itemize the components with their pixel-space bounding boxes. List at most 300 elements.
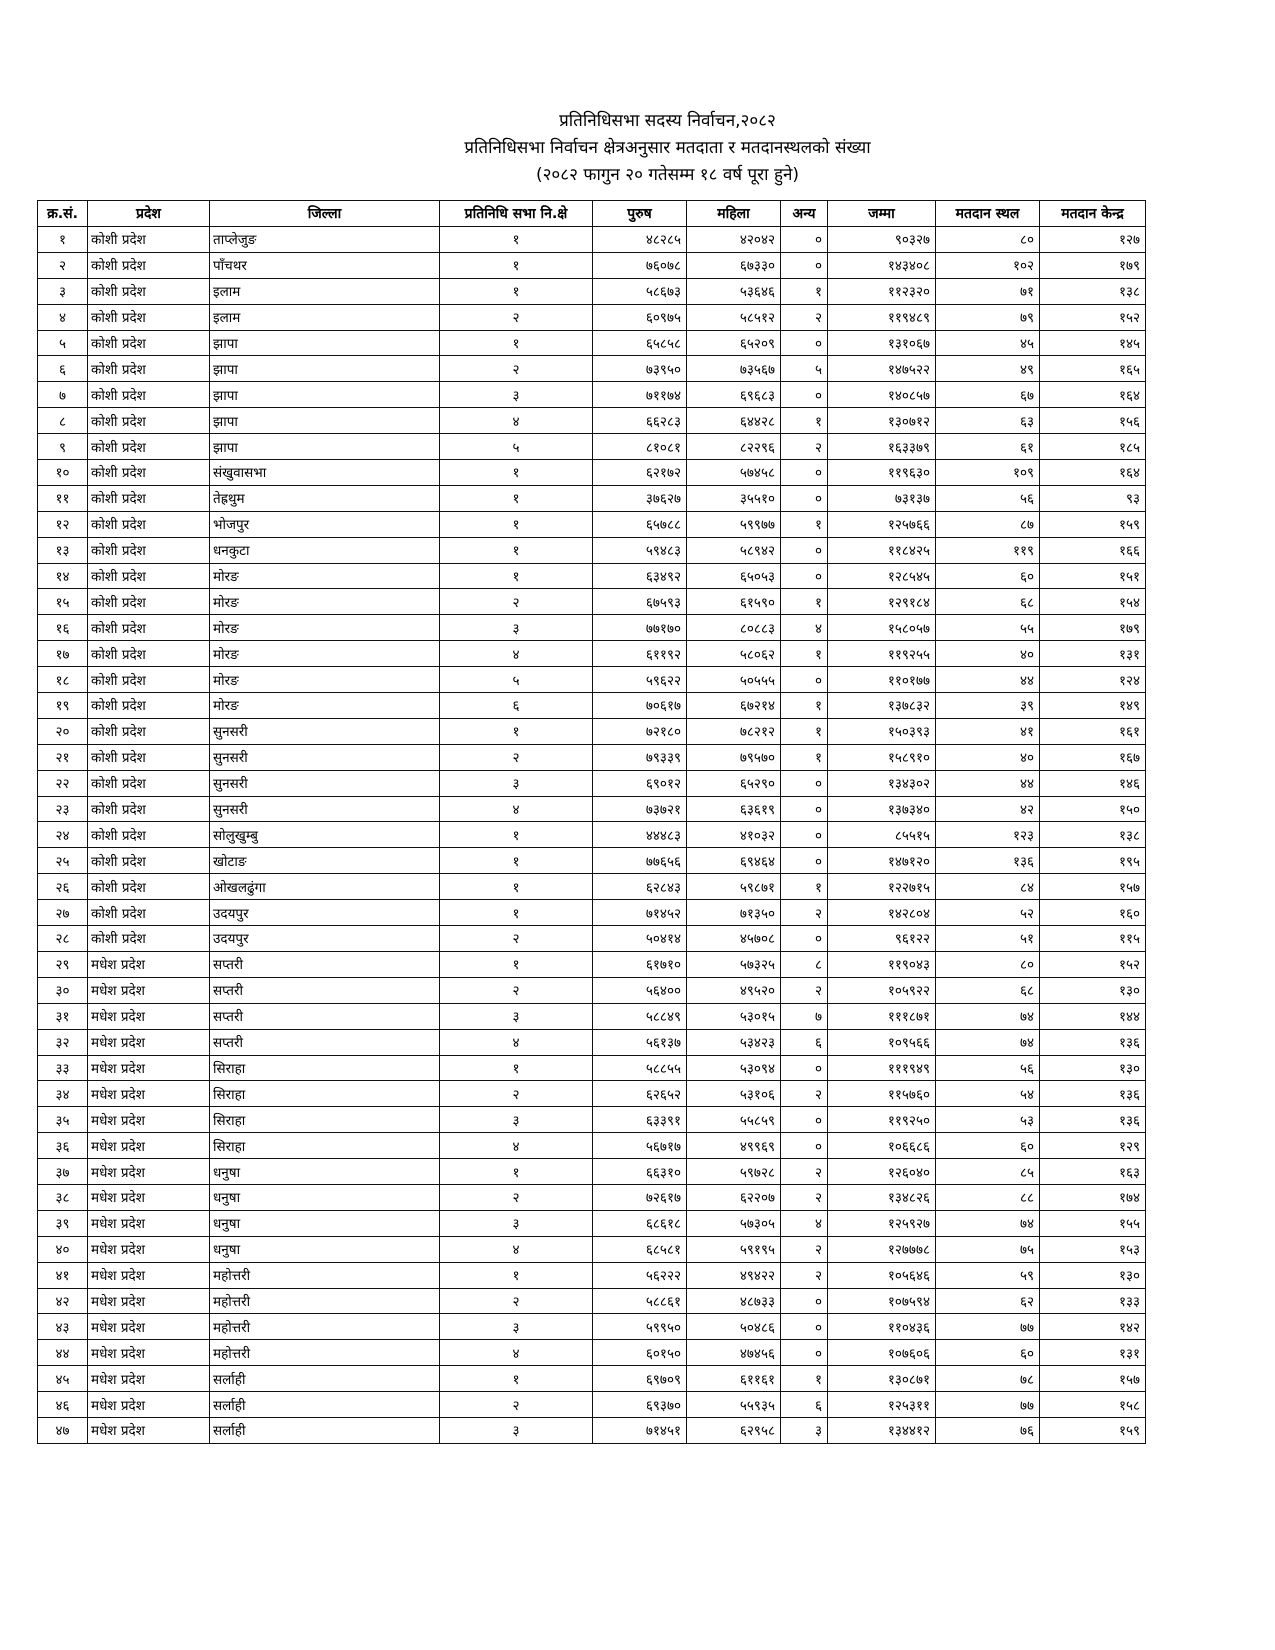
cell-female: ७१३५० bbox=[687, 900, 781, 926]
cell-district: खोटाङ bbox=[210, 848, 440, 874]
cell-total: १२९१८४ bbox=[828, 589, 936, 615]
cell-province: कोशी प्रदेश bbox=[88, 667, 210, 693]
cell-district: मोरङ bbox=[210, 641, 440, 667]
cell-serial: १० bbox=[38, 460, 88, 486]
cell-polling-center: १५९ bbox=[1040, 511, 1146, 537]
cell-other: ० bbox=[781, 382, 828, 408]
cell-other: ६ bbox=[781, 1029, 828, 1055]
cell-male: ५८८५५ bbox=[593, 1055, 687, 1081]
cell-other: ० bbox=[781, 926, 828, 952]
cell-male: ७६०७८ bbox=[593, 252, 687, 278]
table-row bbox=[38, 252, 1146, 278]
cell-other: ० bbox=[781, 1288, 828, 1314]
cell-male: ५६४०० bbox=[593, 977, 687, 1003]
cell-male: ५८८४९ bbox=[593, 1003, 687, 1029]
document-title: प्रतिनिधिसभा सदस्य निर्वाचन,२०८२ bbox=[559, 111, 776, 131]
cell-serial: ३९ bbox=[38, 1210, 88, 1236]
cell-serial: ४० bbox=[38, 1236, 88, 1262]
cell-total: १२७७७८ bbox=[828, 1236, 936, 1262]
cell-constituency: १ bbox=[440, 252, 593, 278]
cell-constituency: ४ bbox=[440, 796, 593, 822]
cell-district: सिराहा bbox=[210, 1133, 440, 1159]
cell-constituency: २ bbox=[440, 744, 593, 770]
cell-male: ६९७०९ bbox=[593, 1366, 687, 1392]
table-body bbox=[38, 227, 1146, 1444]
cell-total: १२५३११ bbox=[828, 1392, 936, 1418]
cell-male: ७११७४ bbox=[593, 382, 687, 408]
cell-male: ६०९७५ bbox=[593, 304, 687, 330]
cell-male: ६३३९१ bbox=[593, 1107, 687, 1133]
cell-female: ५८९४२ bbox=[687, 537, 781, 563]
cell-total: १३४४१२ bbox=[828, 1417, 936, 1443]
cell-polling-center: ११५ bbox=[1040, 926, 1146, 952]
cell-other: ० bbox=[781, 822, 828, 848]
cell-serial: २९ bbox=[38, 951, 88, 977]
cell-constituency: ३ bbox=[440, 1314, 593, 1340]
cell-total: ११५७६० bbox=[828, 1081, 936, 1107]
cell-district: ताप्लेजुङ bbox=[210, 227, 440, 253]
cell-serial: ३६ bbox=[38, 1133, 88, 1159]
table-row bbox=[38, 1210, 1146, 1236]
cell-other: २ bbox=[781, 1236, 828, 1262]
cell-male: ७१४५२ bbox=[593, 900, 687, 926]
cell-total: १४७५२२ bbox=[828, 356, 936, 382]
cell-district: सिराहा bbox=[210, 1107, 440, 1133]
cell-polling-center: १७९ bbox=[1040, 615, 1146, 641]
cell-constituency: ४ bbox=[440, 1133, 593, 1159]
cell-other: १ bbox=[781, 589, 828, 615]
cell-serial: ४ bbox=[38, 304, 88, 330]
cell-province: मधेश प्रदेश bbox=[88, 1236, 210, 1262]
cell-district: तेह्रथुम bbox=[210, 485, 440, 511]
table-row bbox=[38, 848, 1146, 874]
cell-total: ११९२५५ bbox=[828, 641, 936, 667]
cell-male: ६३४९२ bbox=[593, 563, 687, 589]
cell-polling-location: ६० bbox=[936, 1340, 1040, 1366]
cell-district: झापा bbox=[210, 330, 440, 356]
cell-female: ६५२०९ bbox=[687, 330, 781, 356]
header-district: जिल्ला bbox=[210, 201, 440, 227]
cell-polling-center: १६४ bbox=[1040, 460, 1146, 486]
cell-total: १११८७१ bbox=[828, 1003, 936, 1029]
cell-polling-location: ५६ bbox=[936, 485, 1040, 511]
cell-female: ७३५६७ bbox=[687, 356, 781, 382]
cell-other: ० bbox=[781, 330, 828, 356]
cell-constituency: १ bbox=[440, 1055, 593, 1081]
table-row bbox=[38, 1288, 1146, 1314]
cell-polling-center: १४४ bbox=[1040, 1003, 1146, 1029]
cell-constituency: २ bbox=[440, 1288, 593, 1314]
cell-male: ६५८५८ bbox=[593, 330, 687, 356]
cell-constituency: २ bbox=[440, 589, 593, 615]
cell-district: ओखलढुंगा bbox=[210, 874, 440, 900]
cell-district: महोत्तरी bbox=[210, 1262, 440, 1288]
cell-province: मधेश प्रदेश bbox=[88, 1392, 210, 1418]
cell-serial: १६ bbox=[38, 615, 88, 641]
cell-constituency: ४ bbox=[440, 1340, 593, 1366]
cell-province: मधेश प्रदेश bbox=[88, 977, 210, 1003]
cell-district: सुनसरी bbox=[210, 796, 440, 822]
cell-polling-center: १६१ bbox=[1040, 718, 1146, 744]
cell-polling-location: ६७ bbox=[936, 382, 1040, 408]
cell-polling-location: ५२ bbox=[936, 900, 1040, 926]
cell-serial: ४३ bbox=[38, 1314, 88, 1340]
cell-province: मधेश प्रदेश bbox=[88, 1029, 210, 1055]
cell-serial: ३७ bbox=[38, 1159, 88, 1185]
cell-other: ६ bbox=[781, 1392, 828, 1418]
cell-province: कोशी प्रदेश bbox=[88, 874, 210, 900]
cell-total: १०५९२२ bbox=[828, 977, 936, 1003]
cell-total: ११०१७७ bbox=[828, 667, 936, 693]
cell-constituency: १ bbox=[440, 511, 593, 537]
cell-district: मोरङ bbox=[210, 667, 440, 693]
cell-polling-location: १०२ bbox=[936, 252, 1040, 278]
cell-female: ५५९३५ bbox=[687, 1392, 781, 1418]
cell-polling-location: ८७ bbox=[936, 511, 1040, 537]
cell-province: मधेश प्रदेश bbox=[88, 1262, 210, 1288]
cell-province: मधेश प्रदेश bbox=[88, 1003, 210, 1029]
cell-constituency: ४ bbox=[440, 408, 593, 434]
cell-polling-center: १३६ bbox=[1040, 1029, 1146, 1055]
cell-polling-location: १०९ bbox=[936, 460, 1040, 486]
cell-serial: १३ bbox=[38, 537, 88, 563]
cell-male: ५६१३७ bbox=[593, 1029, 687, 1055]
cell-total: १३०७१२ bbox=[828, 408, 936, 434]
table-row bbox=[38, 278, 1146, 304]
cell-total: ९६१२२ bbox=[828, 926, 936, 952]
table-row bbox=[38, 408, 1146, 434]
cell-other: २ bbox=[781, 977, 828, 1003]
table-row bbox=[38, 1366, 1146, 1392]
cell-district: सप्तरी bbox=[210, 951, 440, 977]
cell-other: १ bbox=[781, 744, 828, 770]
cell-female: ५९९७७ bbox=[687, 511, 781, 537]
cell-province: मधेश प्रदेश bbox=[88, 1184, 210, 1210]
cell-female: ६९६८३ bbox=[687, 382, 781, 408]
cell-polling-center: १६० bbox=[1040, 900, 1146, 926]
cell-male: ६५७८८ bbox=[593, 511, 687, 537]
cell-constituency: २ bbox=[440, 1081, 593, 1107]
cell-serial: ११ bbox=[38, 485, 88, 511]
cell-male: ६९३७० bbox=[593, 1392, 687, 1418]
cell-polling-center: १५४ bbox=[1040, 589, 1146, 615]
cell-constituency: ३ bbox=[440, 1417, 593, 1443]
cell-polling-location: ६१ bbox=[936, 434, 1040, 460]
cell-province: कोशी प्रदेश bbox=[88, 252, 210, 278]
cell-polling-center: १६५ bbox=[1040, 356, 1146, 382]
table-row bbox=[38, 537, 1146, 563]
cell-male: ७३९५० bbox=[593, 356, 687, 382]
cell-other: ० bbox=[781, 1055, 828, 1081]
cell-total: १३०८७१ bbox=[828, 1366, 936, 1392]
cell-polling-location: ८४ bbox=[936, 874, 1040, 900]
cell-district: संखुवासभा bbox=[210, 460, 440, 486]
cell-other: ० bbox=[781, 227, 828, 253]
cell-polling-location: ७८ bbox=[936, 1366, 1040, 1392]
cell-other: १ bbox=[781, 874, 828, 900]
cell-district: मोरङ bbox=[210, 589, 440, 615]
cell-total: १३१०६७ bbox=[828, 330, 936, 356]
cell-district: सर्लाही bbox=[210, 1366, 440, 1392]
cell-polling-center: १८५ bbox=[1040, 434, 1146, 460]
cell-male: ६२१७२ bbox=[593, 460, 687, 486]
cell-other: २ bbox=[781, 1081, 828, 1107]
cell-district: सिराहा bbox=[210, 1055, 440, 1081]
cell-polling-center: १५७ bbox=[1040, 874, 1146, 900]
table-row bbox=[38, 1055, 1146, 1081]
table-row bbox=[38, 1314, 1146, 1340]
table-header-row bbox=[38, 201, 1146, 227]
cell-constituency: १ bbox=[440, 537, 593, 563]
cell-constituency: ६ bbox=[440, 693, 593, 719]
cell-polling-center: १४२ bbox=[1040, 1314, 1146, 1340]
cell-female: ७९५७० bbox=[687, 744, 781, 770]
cell-polling-location: ६८ bbox=[936, 589, 1040, 615]
cell-district: इलाम bbox=[210, 278, 440, 304]
cell-other: ० bbox=[781, 460, 828, 486]
cell-constituency: १ bbox=[440, 330, 593, 356]
cell-other: ० bbox=[781, 1133, 828, 1159]
cell-female: ५९८७१ bbox=[687, 874, 781, 900]
cell-polling-center: १५७ bbox=[1040, 1366, 1146, 1392]
cell-constituency: २ bbox=[440, 304, 593, 330]
cell-serial: १४ bbox=[38, 563, 88, 589]
cell-district: झापा bbox=[210, 356, 440, 382]
cell-other: ० bbox=[781, 485, 828, 511]
table-row bbox=[38, 1081, 1146, 1107]
header-constituency: प्रतिनिधि सभा नि.क्षे bbox=[440, 201, 593, 227]
cell-polling-location: ५१ bbox=[936, 926, 1040, 952]
cell-district: भोजपुर bbox=[210, 511, 440, 537]
cell-district: सप्तरी bbox=[210, 977, 440, 1003]
cell-total: १३४८२६ bbox=[828, 1184, 936, 1210]
cell-total: १३७३४० bbox=[828, 796, 936, 822]
cell-constituency: १ bbox=[440, 227, 593, 253]
cell-other: ० bbox=[781, 1314, 828, 1340]
cell-polling-center: १७४ bbox=[1040, 1184, 1146, 1210]
table-row bbox=[38, 641, 1146, 667]
cell-constituency: १ bbox=[440, 900, 593, 926]
cell-total: १०७५९४ bbox=[828, 1288, 936, 1314]
cell-female: ४२०४२ bbox=[687, 227, 781, 253]
cell-constituency: १ bbox=[440, 951, 593, 977]
cell-female: ५०५५५ bbox=[687, 667, 781, 693]
cell-constituency: ४ bbox=[440, 1236, 593, 1262]
cell-polling-location: ४४ bbox=[936, 770, 1040, 796]
cell-serial: ३ bbox=[38, 278, 88, 304]
cell-male: ६६३१० bbox=[593, 1159, 687, 1185]
cell-polling-center: १३६ bbox=[1040, 1107, 1146, 1133]
cell-other: ० bbox=[781, 1107, 828, 1133]
cell-polling-center: १३१ bbox=[1040, 641, 1146, 667]
cell-male: ६६२८३ bbox=[593, 408, 687, 434]
cell-province: मधेश प्रदेश bbox=[88, 1107, 210, 1133]
cell-province: कोशी प्रदेश bbox=[88, 511, 210, 537]
cell-polling-center: १३८ bbox=[1040, 278, 1146, 304]
cell-serial: २३ bbox=[38, 796, 88, 822]
cell-female: ५७४५८ bbox=[687, 460, 781, 486]
cell-polling-location: ७४ bbox=[936, 1210, 1040, 1236]
cell-polling-center: १५० bbox=[1040, 796, 1146, 822]
cell-province: कोशी प्रदेश bbox=[88, 718, 210, 744]
cell-female: ४९५२० bbox=[687, 977, 781, 1003]
table-row bbox=[38, 589, 1146, 615]
header-male: पुरुष bbox=[593, 201, 687, 227]
cell-polling-center: १६४ bbox=[1040, 382, 1146, 408]
cell-constituency: १ bbox=[440, 874, 593, 900]
cell-total: १२२७१५ bbox=[828, 874, 936, 900]
cell-serial: २१ bbox=[38, 744, 88, 770]
cell-female: ५९१९५ bbox=[687, 1236, 781, 1262]
cell-total: ८५५१५ bbox=[828, 822, 936, 848]
cell-polling-location: ६० bbox=[936, 563, 1040, 589]
cell-serial: २६ bbox=[38, 874, 88, 900]
cell-constituency: १ bbox=[440, 1366, 593, 1392]
cell-female: ६९४६४ bbox=[687, 848, 781, 874]
cell-district: इलाम bbox=[210, 304, 440, 330]
cell-district: महोत्तरी bbox=[210, 1288, 440, 1314]
cell-serial: २ bbox=[38, 252, 88, 278]
cell-serial: २२ bbox=[38, 770, 88, 796]
cell-male: ७२६१७ bbox=[593, 1184, 687, 1210]
cell-total: १२६०४० bbox=[828, 1159, 936, 1185]
cell-constituency: १ bbox=[440, 278, 593, 304]
table-row bbox=[38, 1159, 1146, 1185]
cell-total: १५८९१० bbox=[828, 744, 936, 770]
cell-female: ५३१०६ bbox=[687, 1081, 781, 1107]
cell-province: कोशी प्रदेश bbox=[88, 356, 210, 382]
cell-polling-location: ५९ bbox=[936, 1262, 1040, 1288]
cell-other: १ bbox=[781, 641, 828, 667]
cell-polling-location: ७७ bbox=[936, 1392, 1040, 1418]
cell-constituency: २ bbox=[440, 1392, 593, 1418]
cell-province: कोशी प्रदेश bbox=[88, 330, 210, 356]
cell-other: ३ bbox=[781, 1417, 828, 1443]
cell-polling-location: ६८ bbox=[936, 977, 1040, 1003]
header-total: जम्मा bbox=[828, 201, 936, 227]
table-row bbox=[38, 227, 1146, 253]
cell-district: पाँचथर bbox=[210, 252, 440, 278]
cell-polling-location: ५६ bbox=[936, 1055, 1040, 1081]
cell-district: धनुषा bbox=[210, 1210, 440, 1236]
cell-female: ७८२१२ bbox=[687, 718, 781, 744]
cell-serial: ४२ bbox=[38, 1288, 88, 1314]
cell-district: सर्लाही bbox=[210, 1417, 440, 1443]
cell-female: ६३६१९ bbox=[687, 796, 781, 822]
cell-polling-center: १५३ bbox=[1040, 1236, 1146, 1262]
cell-province: मधेश प्रदेश bbox=[88, 1340, 210, 1366]
cell-polling-center: १५८ bbox=[1040, 1392, 1146, 1418]
cell-male: ६०१५० bbox=[593, 1340, 687, 1366]
cell-province: मधेश प्रदेश bbox=[88, 1417, 210, 1443]
cell-province: मधेश प्रदेश bbox=[88, 1366, 210, 1392]
cell-other: १ bbox=[781, 718, 828, 744]
cell-district: धनकुटा bbox=[210, 537, 440, 563]
cell-polling-center: १५९ bbox=[1040, 1417, 1146, 1443]
voter-statistics-table bbox=[37, 200, 1146, 1444]
cell-serial: ४७ bbox=[38, 1417, 88, 1443]
cell-female: ५९७२८ bbox=[687, 1159, 781, 1185]
cell-female: ५८५१२ bbox=[687, 304, 781, 330]
cell-female: ४१०३२ bbox=[687, 822, 781, 848]
cell-province: कोशी प्रदेश bbox=[88, 485, 210, 511]
cell-province: कोशी प्रदेश bbox=[88, 848, 210, 874]
cell-serial: ४४ bbox=[38, 1340, 88, 1366]
cell-polling-location: १३६ bbox=[936, 848, 1040, 874]
cell-polling-location: ७१ bbox=[936, 278, 1040, 304]
cell-total: १४७१२० bbox=[828, 848, 936, 874]
cell-polling-center: १४५ bbox=[1040, 330, 1146, 356]
table-row bbox=[38, 1029, 1146, 1055]
cell-male: ५९४८३ bbox=[593, 537, 687, 563]
table-row bbox=[38, 900, 1146, 926]
cell-total: १०९५६६ bbox=[828, 1029, 936, 1055]
cell-serial: १९ bbox=[38, 693, 88, 719]
cell-male: ३७६२७ bbox=[593, 485, 687, 511]
cell-province: कोशी प्रदेश bbox=[88, 434, 210, 460]
cell-district: धनुषा bbox=[210, 1184, 440, 1210]
cell-province: कोशी प्रदेश bbox=[88, 382, 210, 408]
cell-male: ७७१७० bbox=[593, 615, 687, 641]
cell-male: ८१०८१ bbox=[593, 434, 687, 460]
cell-total: १५०३९३ bbox=[828, 718, 936, 744]
cell-female: ५५८५९ bbox=[687, 1107, 781, 1133]
cell-polling-center: १३० bbox=[1040, 1055, 1146, 1081]
cell-total: १४०८५७ bbox=[828, 382, 936, 408]
cell-province: मधेश प्रदेश bbox=[88, 1133, 210, 1159]
cell-serial: ५ bbox=[38, 330, 88, 356]
cell-polling-location: ४२ bbox=[936, 796, 1040, 822]
cell-constituency: २ bbox=[440, 1184, 593, 1210]
cell-district: धनुषा bbox=[210, 1159, 440, 1185]
cell-female: ५३६४६ bbox=[687, 278, 781, 304]
cell-province: मधेश प्रदेश bbox=[88, 1081, 210, 1107]
cell-male: ५९९५० bbox=[593, 1314, 687, 1340]
cell-polling-center: १५१ bbox=[1040, 563, 1146, 589]
cell-serial: ३८ bbox=[38, 1184, 88, 1210]
table-row bbox=[38, 744, 1146, 770]
cell-serial: ४५ bbox=[38, 1366, 88, 1392]
table-row bbox=[38, 460, 1146, 486]
cell-constituency: ३ bbox=[440, 615, 593, 641]
cell-male: ७१४५१ bbox=[593, 1417, 687, 1443]
cell-polling-center: १५२ bbox=[1040, 304, 1146, 330]
table-row bbox=[38, 304, 1146, 330]
cell-serial: २७ bbox=[38, 900, 88, 926]
header-serial: क्र.सं. bbox=[38, 201, 88, 227]
cell-female: ४७४५६ bbox=[687, 1340, 781, 1366]
cell-district: झापा bbox=[210, 434, 440, 460]
cell-female: ८२२९६ bbox=[687, 434, 781, 460]
cell-serial: ३५ bbox=[38, 1107, 88, 1133]
cell-polling-location: ५३ bbox=[936, 1107, 1040, 1133]
cell-other: ० bbox=[781, 563, 828, 589]
cell-other: ५ bbox=[781, 356, 828, 382]
cell-male: ६२६५२ bbox=[593, 1081, 687, 1107]
cell-serial: ४६ bbox=[38, 1392, 88, 1418]
cell-constituency: ४ bbox=[440, 1029, 593, 1055]
cell-total: ११९६३० bbox=[828, 460, 936, 486]
cell-total: १६३३७९ bbox=[828, 434, 936, 460]
cell-total: १३७८३२ bbox=[828, 693, 936, 719]
table-row bbox=[38, 382, 1146, 408]
cell-polling-center: १४६ bbox=[1040, 770, 1146, 796]
cell-district: झापा bbox=[210, 408, 440, 434]
cell-polling-location: ४५ bbox=[936, 330, 1040, 356]
cell-polling-location: ७५ bbox=[936, 1236, 1040, 1262]
cell-polling-center: १६६ bbox=[1040, 537, 1146, 563]
cell-serial: २० bbox=[38, 718, 88, 744]
